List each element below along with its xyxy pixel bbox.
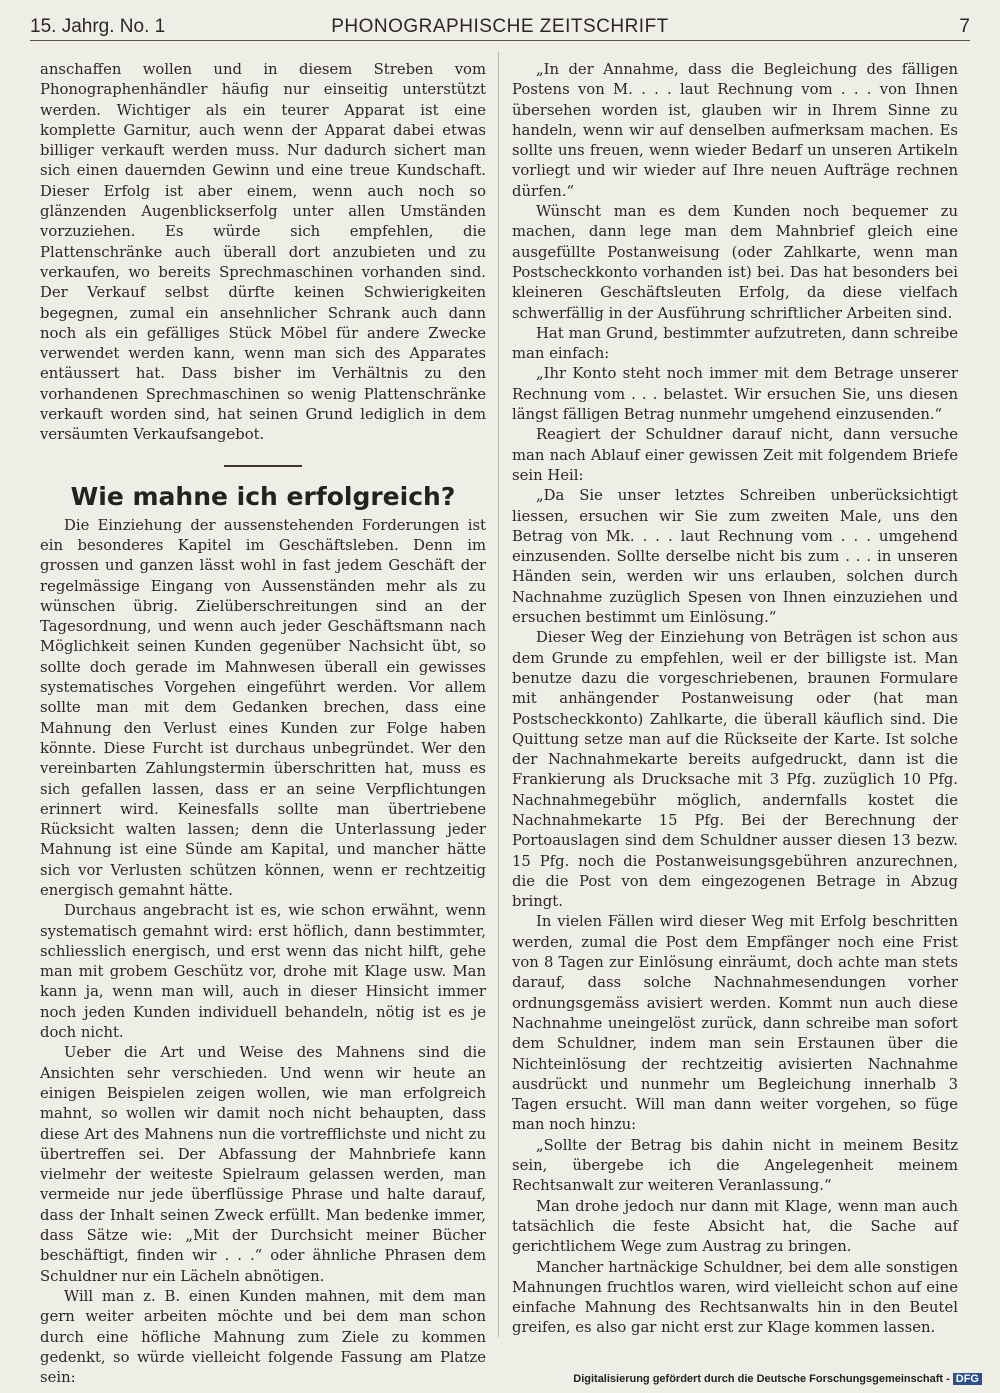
quoted-letter: „Ihr Konto steht noch immer mit dem Betrage unserer Rechnung vom . . . belastet. Wir ersuchen Sie, uns diesen längst fälligen Betrag nunmehr umgehend einzusenden.“ xyxy=(512,365,958,424)
paragraph: Hat man Grund, bestimmter aufzutreten, dann schreibe man einfach: xyxy=(512,324,958,363)
paragraph: In vielen Fällen wird dieser Weg mit Erfolg beschritten werden, zumal die Post dem Empfänger noch eine Frist von 8 Tagen zur Einlösung einräumt, doch achte man stets darauf, dass solche Nachnahmesendungen vorher ordnungsgemäss avisiert werden. Kommt nun auch diese Nachnahme uneingelöst zurück, dann schreibe man sofort dem Schuldner, indem man sein Erstaunen über die Nichteinlösung der rechtzeitig avisierten Nachnahme ausdrückt und nunmehr um Begleichung innerhalb 3 Tagen ersucht. Will man dann weiter vorgehen, so füge man noch hinzu: xyxy=(512,913,958,1134)
quoted-letter: „Da Sie unser letztes Schreiben unberücksichtigt liessen, ersuchen wir Sie zum zweiten Male, uns den Betrag von Mk. . . . laut Rechnung vom . . . umgehend einzusenden. Sollte derselbe nicht bis zum . . . in unseren Händen sein, werden wir uns erlauben, solchen durch Nachnahme zuzüglich Spesen von Ihnen einzuziehen und ersuchen bestimmt um Einlösung.“ xyxy=(512,487,958,627)
paragraph: Reagiert der Schuldner darauf nicht, dann versuche man nach Ablauf einer gewissen Zeit mit folgendem Briefe sein Heil: xyxy=(512,426,958,484)
paragraph: Will man z. B. einen Kunden mahnen, mit dem man gern weiter arbeiten möchte und bei dem man schon durch eine höfliche Mahnung zum Ziele zu kommen gedenkt, so würde vielleicht folgende Fassung am Platze sein: xyxy=(40,1287,486,1387)
issue-label: 15. Jahrg. No. 1 xyxy=(30,16,166,37)
section-separator xyxy=(224,465,302,467)
paragraph: Dieser Weg der Einziehung von Beträgen ist schon aus dem Grunde zu empfehlen, weil er der billigste ist. Man benutze dazu die vorgeschriebenen, braunen Formulare mit anhängender Postanweisung oder (hat man Postscheckkonto) Zahlkarte, die überall käuflich sind. Die Quittung setze man auf die Rückseite der Karte. Ist solche der Nachnahmekarte bereits aufgedruckt, dann ist die Frankierung als Drucksache mit 3 Pfg. zuzüglich 10 Pfg. Nachnahmegebühr möglich, andernfalls kostet die Nachnahmekarte 15 Pfg. Bei der Berechnung der Portoauslagen sind dem Schuldner ausser diesen 13 bezw. 15 Pfg. noch die Postanweisungsgebühren anzurechnen, die die Post von dem eingezogenen Betrage in Abzug bringt. xyxy=(512,629,958,911)
paragraph: Die Einziehung der aussenstehenden Forderungen ist ein besonderes Kapitel im Geschäftsleben. Denn im grossen und ganzen lässt wohl in fast jedem Geschäft der regelmässige Eingang von Aussenständen mehr als zu wünschen übrig. Zielüberschreitungen sind an der Tagesordnung, und wenn auch jeder Geschäftsmann nach Möglichkeit seinen Kunden gegenüber Nachsicht übt, so sollte doch gerade im Mahnwesen überall ein gewisses systematisches Vorgehen eingeführt werden. Vor allem sollte man mit dem Gedanken brechen, dass eine Mahnung den Verlust eines Kunden zur Folge haben könnte. Diese Furcht ist durchaus unbegründet. Wer den vereinbarten Zahlungstermin überschritten hat, muss es sich gefallen lassen, dass er an seine Verpflichtungen erinnert wird. Keinesfalls sollte man übertriebene Rücksicht walten lassen; denn die Unterlassung jeder Mahnung ist eine Sünde am Kapital, und mancher hätte sich vor Verlusten schützen können, wenn er rechtzeitig energisch gemahnt hätte. xyxy=(40,516,486,899)
digitization-footer xyxy=(573,1373,982,1385)
paragraph: Ueber die Art und Weise des Mahnens sind die Ansichten sehr verschieden. Und wenn wir heute an einigen Beispielen zeigen wollen, wie man erfolgreich mahnt, so wollen wir damit noch nicht behaupten, dass diese Art des Mahnens nun die vortrefflichste und nicht zu übertreffen sei. Der Abfassung der Mahnbriefe kann vielmehr der weiteste Spielraum gelassen werden, man vermeide nur jede überflüssige Phrase und halte darauf, dass der Inhalt seinen Zweck erfüllt. Man bedenke immer, dass Sätze wie: „Mit der Durchsicht meiner Bücher beschäftigt, finden wir . . .“ oder ähnliche Phrasen dem Schuldner nur ein Lächeln abnötigen. xyxy=(40,1044,486,1285)
article-title: Wie mahne ich erfolgreich? xyxy=(70,481,456,511)
intro-paragraph: anschaffen wollen und in diesem Streben vom Phonographenhändler häufig nur einseitig unterstützt werden. Wichtiger als ein teurer Apparat ist eine komplette Garnitur, auch wenn der Apparat dabei etwas billiger verkauft werden muss. Nur dadurch sichert man sich einen dauernden Gewinn und eine treue Kundschaft. Dieser Erfolg ist aber einem, wenn auch noch so glänzenden Augenblickserfolg unter allen Umständen vorzuziehen. Es würde sich empfehlen, die Plattenschränke auch überall dort anzubieten und zu verkaufen, wo bereits Sprechmaschinen vorhanden sind. Der Verkauf selbst dürfte keinen Schwierigkeiten begegnen, zumal ein ansehnlicher Schrank auch dann noch als ein gefälliges Stück Möbel für andere Zwecke verwendet werden kann, wenn man sich des Apparates entäussert hat. Dass bisher im Verhältnis zu den vorhandenen Sprechmaschinen so wenig Plattenschränke verkauft worden sind, hat seinen Grund lediglich in dem versäumten Verkaufsangebot. xyxy=(40,61,486,444)
header-rule xyxy=(30,40,970,41)
paragraph: Man drohe jedoch nur dann mit Klage, wenn man auch tatsächlich die feste Absicht hat, die Sache auf gerichtlichem Wege zum Austrag zu bringen. xyxy=(512,1197,958,1256)
footer-text: Digitalisierung gefördert durch die Deutsche Forschungsgemeinschaft - xyxy=(573,1373,950,1385)
right-column xyxy=(512,60,958,1339)
paragraph: Wünscht man es dem Kunden noch bequemer zu machen, dann lege man dem Mahnbrief gleich eine ausgefüllte Postanweisung (oder Zahlkarte, wenn man Postscheckkonto vorhanden ist) bei. Das hat besonders bei kleineren Geschäftsleuten Erfolg, da diese vielfach schwerfällig in der Ausführung schriftlicher Arbeiten sind. xyxy=(512,203,958,322)
quoted-letter: „In der Annahme, dass die Begleichung des fälligen Postens von M. . . . laut Rechnung vom . . . von Ihnen übersehen worden ist, glauben wir in Ihrem Sinne zu handeln, wenn wir auf denselben aufmerksam machen. Es sollte uns freuen, wenn wieder Bedarf un unseren Artikeln vorliegt und wir wieder auf Ihre neuen Aufträge rechnen dürfen.“ xyxy=(512,61,958,200)
left-column xyxy=(40,60,486,1388)
dfg-logo: DFG xyxy=(953,1373,982,1385)
column-divider xyxy=(498,52,499,1337)
quoted-letter: „Sollte der Betrag bis dahin nicht in meinem Besitz sein, übergebe ich die Angelegenheit meinem Rechtsanwalt zur weiteren Veranlassung.“ xyxy=(512,1136,958,1195)
journal-title: PHONOGRAPHISCHE ZEITSCHRIFT xyxy=(331,16,669,37)
page-number: 7 xyxy=(959,16,970,37)
paragraph: Mancher hartnäckige Schuldner, bei dem alle sonstigen Mahnungen fruchtlos waren, wird vielleicht schon auf eine einfache Mahnung des Rechtsanwalts hin in den Beutel greifen, es also gar nicht erst zur Klage kommen lassen. xyxy=(512,1258,958,1337)
paragraph: Durchaus angebracht ist es, wie schon erwähnt, wenn systematisch gemahnt wird: erst höflich, dann bestimmter, schliesslich energisch, und erst wenn das nicht hilft, gehe man mit grobem Geschütz vor, drohe mit Klage usw. Man kann ja, wenn man will, auch in dieser Hinsicht immer noch jeden Kunden individuell behandeln, nötig ist es je doch nicht. xyxy=(40,902,486,1042)
page-header xyxy=(30,12,970,42)
